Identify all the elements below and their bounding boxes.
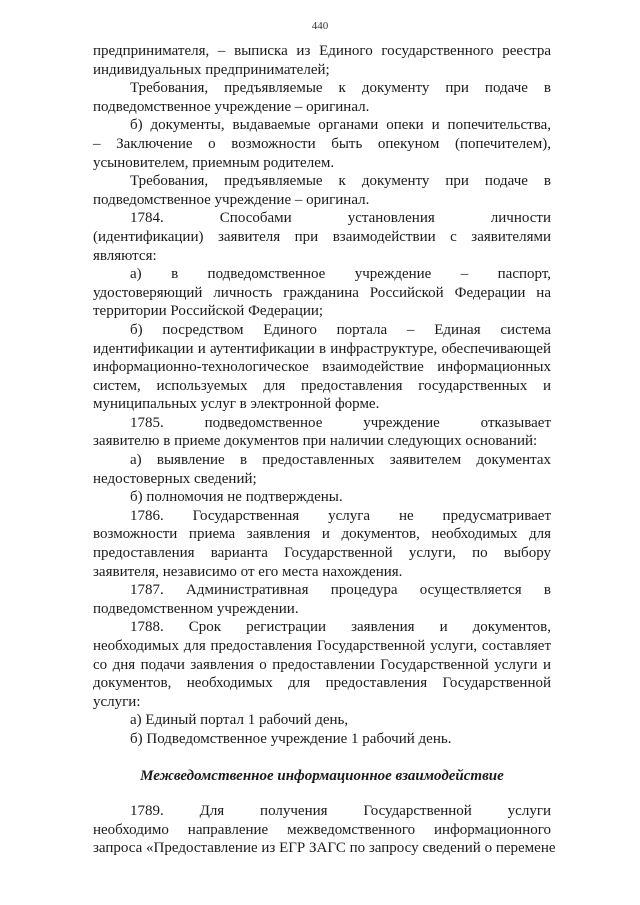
paragraph xyxy=(93,79,551,116)
paragraph xyxy=(93,42,551,79)
text-line: индивидуальных предпринимателей; xyxy=(93,61,330,78)
text-line: предпринимателя, – выписка из Единого государственного реестра xyxy=(93,43,551,59)
text-line: недостоверных сведений; xyxy=(93,470,257,487)
paragraph xyxy=(93,321,551,414)
text-line: заявителя, независимо от его места нахождения. xyxy=(93,563,403,580)
text-line: запроса «Предоставление из ЕГР ЗАГС по запросу сведений о перемене xyxy=(93,840,556,857)
text-line: возможности приема заявления и документов, необходимых для xyxy=(93,526,551,543)
paragraph xyxy=(93,116,551,172)
text-line: б) документы, выдаваемые органами опеки и попечительства, xyxy=(130,117,551,134)
text-line: 1784. Способами установления личности xyxy=(130,210,551,227)
text-line: удостоверяющий личность гражданина Российской Федерации на xyxy=(93,284,551,301)
paragraph xyxy=(93,618,551,711)
paragraph xyxy=(93,265,551,321)
text-line: со дня подачи заявления о предоставлении Государственной услуги и xyxy=(93,656,551,673)
text-line: а) Единый портал 1 рабочий день, xyxy=(130,712,349,729)
section-heading: Межведомственное информационное взаимодействие xyxy=(140,767,504,784)
text-line: документов, необходимых для предоставления Государственной xyxy=(93,675,551,692)
paragraph xyxy=(93,172,551,209)
text-line: территории Российской Федерации; xyxy=(93,303,324,320)
text-line: услуги: xyxy=(93,693,141,710)
text-line: подведомственном учреждении. xyxy=(93,600,299,617)
text-block-before-heading xyxy=(93,42,551,749)
text-line: заявителю в приеме документов при наличии следующих оснований: xyxy=(93,433,538,450)
text-line: 1789. Для получения Государственной услуги xyxy=(130,803,551,820)
page-number: 440 xyxy=(311,20,329,32)
paragraph xyxy=(93,209,551,265)
text-line: предоставления варианта Государственной услуги, по выбору xyxy=(93,545,551,562)
text-line: являются: xyxy=(93,247,157,264)
text-line: необходимо направление межведомственного информационного xyxy=(93,821,551,838)
text-line: 1785. подведомственное учреждение отказывает xyxy=(130,414,551,431)
paragraph xyxy=(93,507,551,581)
text-line: муниципальных услуг в электронной форме. xyxy=(93,396,380,413)
paragraph xyxy=(93,414,551,451)
text-line: систем, используемых для предоставления государственных и xyxy=(93,377,551,394)
text-line: необходимых для предоставления Государственной услуги, составляет xyxy=(93,638,551,654)
text-line: подведомственное учреждение – оригинал. xyxy=(93,191,370,208)
text-line: Требования, предъявляемые к документу при подаче в xyxy=(130,80,551,97)
text-line: подведомственное учреждение – оригинал. xyxy=(93,98,370,115)
text-line: б) Подведомственное учреждение 1 рабочий день. xyxy=(130,730,452,747)
text-line: (идентификации) заявителя при взаимодействии с заявителями xyxy=(93,228,551,245)
text-block-after-heading xyxy=(93,802,556,858)
document-body xyxy=(93,42,556,858)
text-line: 1786. Государственная услуга не предусматривает xyxy=(130,507,551,524)
paragraph xyxy=(93,581,551,618)
paragraph xyxy=(93,711,551,730)
text-line: б) посредством Единого портала – Единая система xyxy=(130,321,551,338)
text-line: Требования, предъявляемые к документу при подаче в xyxy=(130,173,551,190)
text-line: – Заключение о возможности быть опекуном (попечителем), xyxy=(93,135,551,152)
text-line: идентификации и аутентификации в инфраструктуре, обеспечивающей xyxy=(93,340,551,357)
text-line: усыновителем, приемным родителем. xyxy=(93,154,335,171)
paragraph xyxy=(93,802,556,858)
text-line: а) выявление в предоставленных заявителем документах xyxy=(130,452,551,469)
text-line: 1788. Срок регистрации заявления и документов, xyxy=(130,619,551,636)
text-line: 1787. Административная процедура осуществляется в xyxy=(130,582,551,599)
text-line: а) в подведомственное учреждение – паспорт, xyxy=(130,266,551,283)
paragraph xyxy=(93,451,551,488)
paragraph xyxy=(93,488,551,507)
paragraph xyxy=(93,730,551,749)
text-line: б) полномочия не подтверждены. xyxy=(130,489,343,506)
text-line: информационно-технологическое взаимодействие информационных xyxy=(93,359,551,376)
